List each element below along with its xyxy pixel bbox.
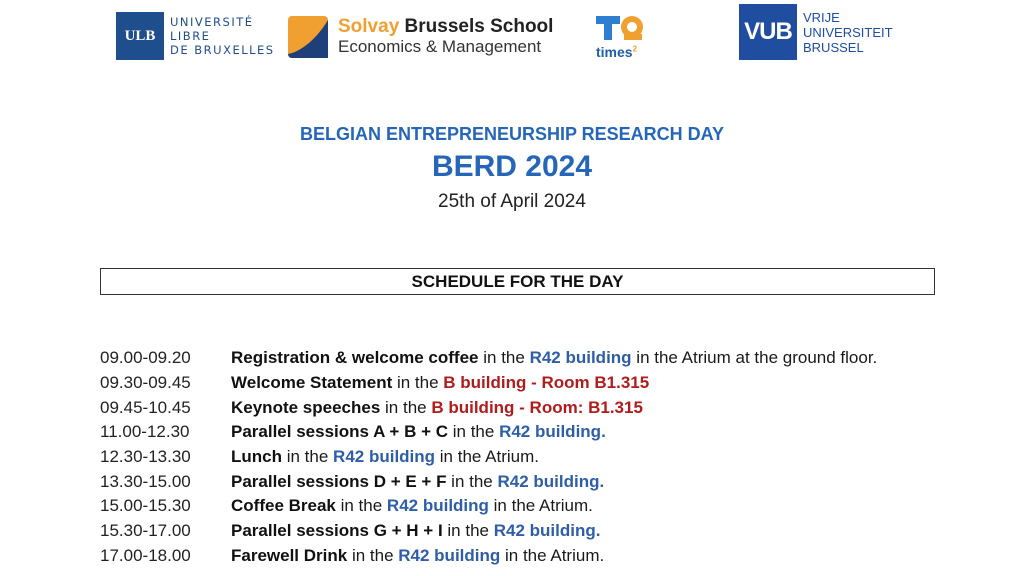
logo-bar (0, 0, 1024, 70)
schedule-location: R42 building (529, 348, 632, 368)
ulb-line3: DE BRUXELLES (170, 43, 275, 57)
schedule-list (100, 346, 1000, 568)
schedule-activity: Parallel sessions G + H + I (231, 521, 443, 541)
schedule-connector: in the (282, 447, 334, 467)
schedule-row (100, 346, 1000, 371)
schedule-description (231, 546, 604, 566)
schedule-activity: Keynote speeches (231, 397, 381, 417)
schedule-location: B building - Room B1.315 (443, 373, 650, 393)
schedule-row (100, 445, 1000, 470)
schedule-time: 09.30-09.45 (100, 373, 191, 393)
ulb-line1: UNIVERSITÉ (170, 15, 254, 29)
schedule-title: SCHEDULE FOR THE DAY (100, 268, 935, 295)
schedule-row (100, 420, 1000, 445)
ulb-logo-box: ULB (116, 12, 164, 60)
schedule-description (231, 373, 649, 393)
solvay-school-word: Brussels School (404, 16, 554, 37)
schedule-time: 11.00-12.30 (100, 422, 190, 442)
schedule-location: R42 building (333, 447, 436, 467)
vub-logo-box: VUB (739, 4, 797, 60)
schedule-row (100, 395, 1000, 420)
schedule-description (231, 447, 539, 467)
schedule-row (100, 469, 1000, 494)
schedule-description (231, 422, 606, 442)
schedule-activity: Lunch (231, 447, 282, 467)
vub-logo-text (803, 10, 893, 55)
schedule-description (231, 348, 877, 368)
ulb-logo-text (170, 15, 275, 57)
schedule-row (100, 544, 1000, 569)
schedule-location-detail: in the Atrium. (488, 496, 593, 516)
schedule-time: 13.30-15.00 (100, 471, 191, 491)
schedule-connector: in the (442, 521, 494, 541)
times2-text: times$^2$ (596, 44, 638, 60)
solvay-word: Solvay (338, 16, 400, 37)
schedule-description (231, 521, 600, 541)
schedule-time: 12.30-13.30 (100, 447, 191, 467)
schedule-row (100, 371, 1000, 396)
schedule-activity: Coffee Break (231, 496, 336, 516)
schedule-description (231, 472, 604, 492)
times2-logo (594, 14, 650, 60)
schedule-connector: in the (448, 422, 500, 442)
schedule-time: 17.00-18.00 (100, 545, 191, 565)
schedule-location-detail: in the Atrium at the ground floor. (631, 348, 878, 368)
schedule-location: R42 building. (493, 521, 601, 541)
solvay-logo (286, 14, 553, 60)
schedule-time: 09.00-09.20 (100, 348, 191, 368)
schedule-location: R42 building (386, 496, 489, 516)
schedule-location: R42 building. (497, 471, 605, 491)
schedule-location: R42 building. (499, 422, 606, 442)
schedule-description (231, 496, 593, 516)
schedule-row (100, 519, 1000, 544)
solvay-mark-icon (286, 14, 330, 60)
solvay-subtitle: Economics & Management (338, 37, 542, 56)
schedule-connector: in the (335, 496, 387, 516)
event-date: 25th of April 2024 (438, 191, 586, 212)
event-title: BERD 2024 (431, 150, 593, 183)
schedule-activity: Parallel sessions D + E + F (231, 471, 447, 491)
vub-line1: VRIJE (803, 9, 840, 25)
schedule-connector: in the (347, 545, 399, 565)
ulb-line2: LIBRE (170, 29, 211, 43)
schedule-time: 15.00-15.30 (100, 496, 191, 516)
schedule-activity: Parallel sessions A + B + C (231, 422, 449, 442)
vub-line3: BRUSSEL (803, 39, 864, 55)
schedule-row (100, 494, 1000, 519)
schedule-location-detail: in the Atrium. (435, 447, 539, 467)
schedule-connector: in the (478, 348, 530, 368)
schedule-time: 09.45-10.45 (100, 397, 191, 417)
vub-logo (739, 4, 893, 60)
schedule-connector: in the (392, 373, 444, 393)
vub-line2: UNIVERSITEIT (803, 24, 893, 40)
schedule-connector: in the (446, 471, 498, 491)
schedule-location-detail: in the Atrium. (500, 545, 605, 565)
schedule-description (231, 398, 643, 418)
schedule-location: R42 building (398, 545, 501, 565)
schedule-activity: Registration & welcome coffee (231, 348, 479, 368)
schedule-connector: in the (380, 397, 432, 417)
schedule-activity: Welcome Statement (231, 373, 393, 393)
solvay-logo-text (338, 17, 553, 57)
schedule-time: 15.30-17.00 (100, 521, 191, 541)
ulb-logo (116, 12, 275, 60)
schedule-location: B building - Room: B1.315 (431, 397, 643, 417)
event-subtitle: BELGIAN ENTREPRENEURSHIP RESEARCH DAY (299, 124, 725, 144)
times2-mark-icon (594, 14, 650, 44)
schedule-activity: Farewell Drink (231, 545, 348, 565)
